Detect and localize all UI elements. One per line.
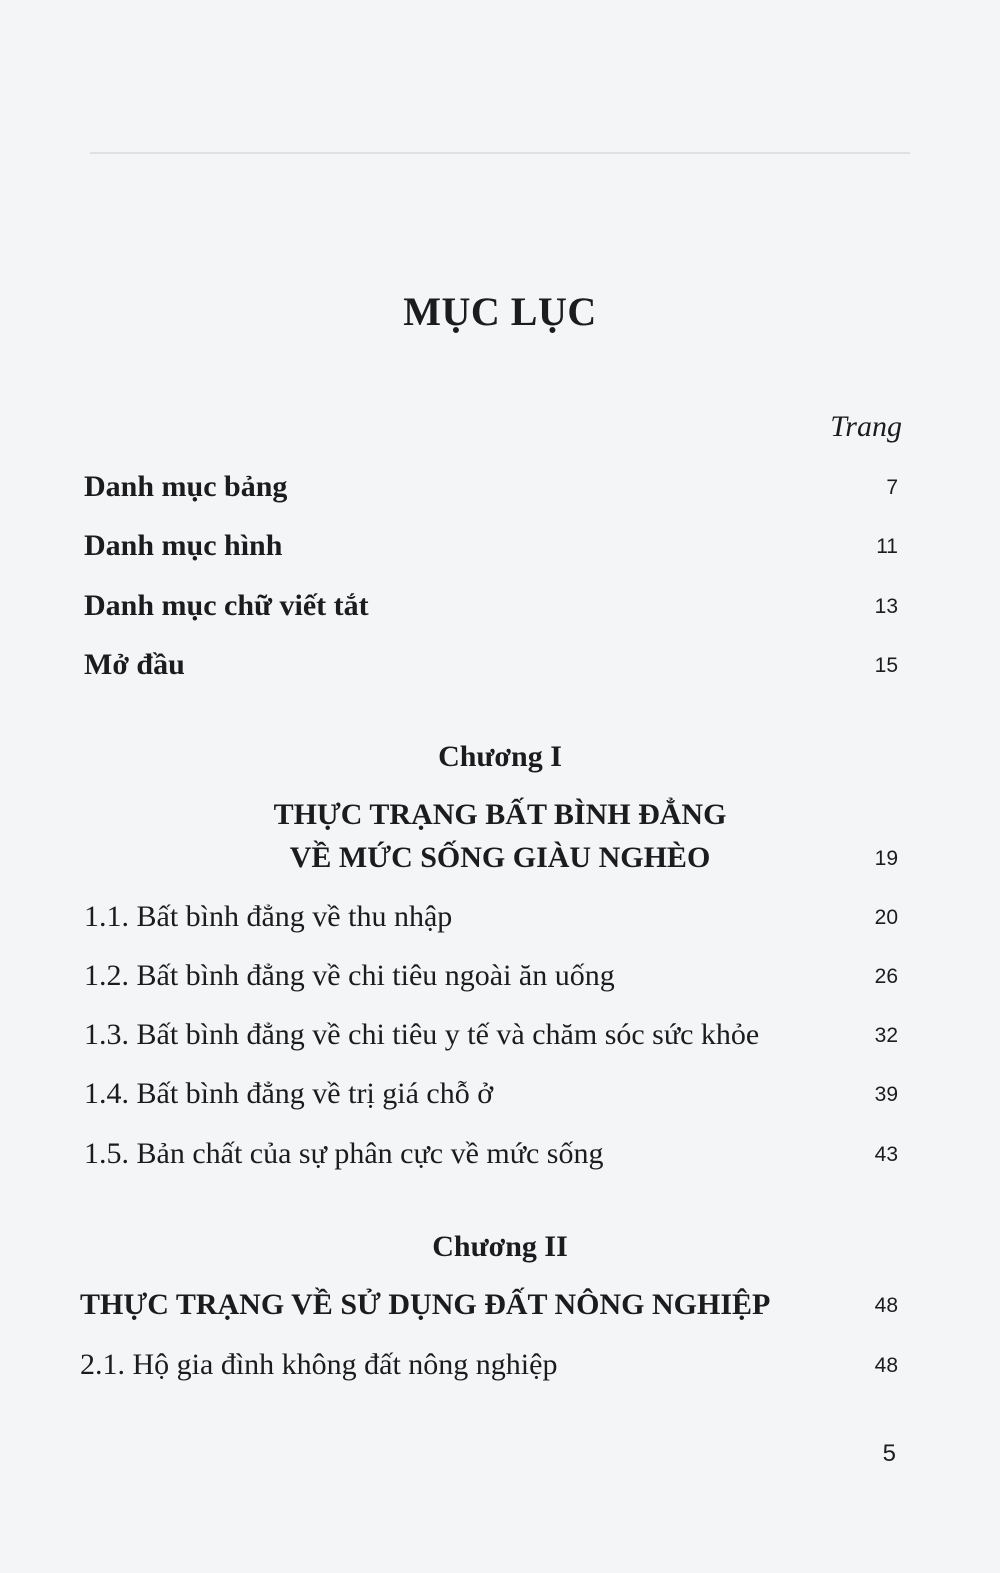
- page-column-header: Trang: [830, 410, 902, 443]
- toc-entry-page: 48: [874, 1354, 898, 1377]
- toc-entry-page: 43: [874, 1143, 898, 1166]
- toc-entry: [0, 1077, 1000, 1123]
- chapter-2-title-row: [0, 1288, 1000, 1334]
- chapter-2-page: 48: [874, 1294, 898, 1317]
- toc-entry-page: 15: [874, 654, 898, 677]
- chapter-1-title-row: [0, 841, 1000, 887]
- toc-entry-label: 1.3. Bất bình đẳng về chi tiêu y tế và chăm sóc sức khỏe: [84, 1018, 760, 1051]
- toc-entry-page: 11: [876, 535, 898, 558]
- toc-entry-label: 2.1. Hộ gia đình không đất nông nghiệp: [80, 1348, 558, 1381]
- toc-entry-label: 1.4. Bất bình đẳng về trị giá chỗ ở: [84, 1077, 494, 1110]
- toc-entry-page: 39: [874, 1083, 898, 1106]
- toc-entry-page: 26: [874, 965, 898, 988]
- chapter-1-title-line1: THỰC TRẠNG BẤT BÌNH ĐẲNG: [273, 798, 727, 831]
- toc-entry: [0, 900, 1000, 946]
- toc-entry: [0, 589, 1000, 635]
- toc-entry-label: Danh mục hình: [84, 529, 283, 562]
- toc-entry: [0, 1018, 1000, 1064]
- chapter-2-number: Chương II: [432, 1230, 568, 1263]
- chapter-1-title-line2: VỀ MỨC SỐNG GIÀU NGHÈO: [289, 841, 711, 874]
- toc-entry: [0, 1137, 1000, 1183]
- toc-entry-page: 20: [874, 906, 898, 929]
- toc-entry-page: 7: [886, 476, 898, 499]
- toc-entry-label: 1.1. Bất bình đẳng về thu nhập: [84, 900, 453, 933]
- toc-entry: [0, 959, 1000, 1005]
- toc-entry-page: 32: [874, 1024, 898, 1047]
- toc-entry-label: Mở đầu: [84, 648, 185, 681]
- toc-entry-label: 1.5. Bản chất của sự phân cực về mức sống: [84, 1137, 604, 1170]
- toc-entry: [0, 529, 1000, 575]
- bleed-through-rule: [90, 152, 910, 154]
- chapter-1-number: Chương I: [438, 740, 562, 773]
- toc-entry: [0, 1348, 1000, 1394]
- toc-entry-label: 1.2. Bất bình đẳng về chi tiêu ngoài ăn uống: [84, 959, 615, 992]
- toc-title: MỤC LỤC: [403, 289, 597, 334]
- chapter-1-page: 19: [874, 847, 898, 870]
- page-number: 5: [882, 1440, 896, 1467]
- toc-entry: [0, 470, 1000, 516]
- toc-entry-page: 13: [874, 595, 898, 618]
- toc-entry: [0, 648, 1000, 694]
- toc-entry-label: Danh mục chữ viết tắt: [84, 589, 369, 622]
- chapter-2-title: THỰC TRẠNG VỀ SỬ DỤNG ĐẤT NÔNG NGHIỆP: [80, 1288, 771, 1321]
- toc-entry-label: Danh mục bảng: [84, 470, 288, 503]
